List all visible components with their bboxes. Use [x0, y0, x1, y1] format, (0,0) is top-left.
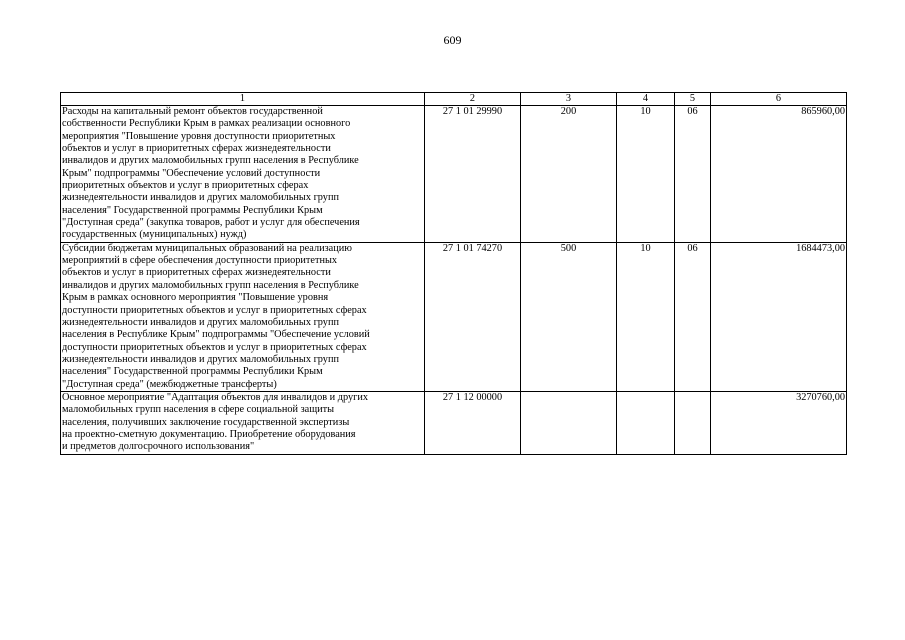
- column-header-5: 5: [675, 93, 711, 106]
- description-line: "Доступная среда" (закупка товаров, работ и услуг для обеспечения: [62, 217, 360, 229]
- row-col4: 10: [617, 242, 675, 391]
- description-line: объектов и услуг в приоритетных сферах жизнедеятельности: [62, 143, 331, 155]
- column-header-3: 3: [521, 93, 617, 106]
- description-line: жизнедеятельности инвалидов и других маломобильных групп: [62, 192, 339, 204]
- description-line: населения в Республике Крым" подпрограммы "Обеспечение условий: [62, 329, 370, 341]
- description-line: Крым" подпрограммы "Обеспечение условий доступности: [62, 167, 321, 179]
- page-number: 609: [443, 33, 462, 47]
- row-description: [61, 391, 425, 454]
- description-line: населения, получивших заключение государственной экспертизы: [62, 416, 350, 428]
- description-line: объектов и услуг в приоритетных сферах жизнедеятельности: [62, 267, 331, 279]
- row-amount: 1684473,00: [711, 242, 847, 391]
- row-col3: 500: [521, 242, 617, 391]
- description-line: жизнедеятельности инвалидов и других маломобильных групп: [62, 316, 339, 328]
- description-line: собственности Республики Крым в рамках реализации основного: [62, 118, 351, 130]
- row-col4: [617, 391, 675, 454]
- row-col5: [675, 391, 711, 454]
- description-line: жизнедеятельности инвалидов и других маломобильных групп: [62, 353, 339, 365]
- column-header-6: 6: [711, 93, 847, 106]
- row-amount: 3270760,00: [711, 391, 847, 454]
- row-col3: [521, 391, 617, 454]
- description-line: доступности приоритетных объектов и услуг в приоритетных сферах: [62, 341, 367, 353]
- budget-table: [60, 92, 847, 455]
- description-line: маломобильных групп населения в сфере социальной защиты: [62, 404, 335, 416]
- description-line: инвалидов и других маломобильных групп населения в Республике: [62, 279, 359, 291]
- row-col5: 06: [675, 242, 711, 391]
- description-line: мероприятий в сфере обеспечения доступности приоритетных: [62, 255, 338, 267]
- table-row: [61, 391, 847, 454]
- row-col5: 06: [675, 106, 711, 243]
- row-code: 27 1 12 00000: [425, 391, 521, 454]
- description-line: на проектно-сметную документацию. Приобретение оборудования: [62, 428, 356, 440]
- description-line: приоритетных объектов и услуг в приоритетных сферах: [62, 180, 309, 192]
- row-code: 27 1 01 74270: [425, 242, 521, 391]
- description-line: государственных (муниципальных) нужд): [62, 229, 247, 241]
- row-col3: 200: [521, 106, 617, 243]
- row-col4: 10: [617, 106, 675, 243]
- description-line: инвалидов и других маломобильных групп населения в Республике: [62, 155, 359, 167]
- description-line: Расходы на капитальный ремонт объектов государственной: [62, 106, 323, 117]
- column-header-1: 1: [61, 93, 425, 106]
- description-line: населения" Государственной программы Республики Крым: [62, 366, 323, 378]
- table-row: [61, 106, 847, 243]
- description-line: и предметов долгосрочного использования": [62, 441, 255, 453]
- description-line: Крым в рамках основного мероприятия "Повышение уровня: [62, 292, 329, 304]
- row-amount: 865960,00: [711, 106, 847, 243]
- row-description: [61, 242, 425, 391]
- description-line: населения" Государственной программы Республики Крым: [62, 204, 323, 216]
- description-line: Субсидии бюджетам муниципальных образований на реализацию: [62, 242, 352, 254]
- column-header-2: 2: [425, 93, 521, 106]
- row-code: 27 1 01 29990: [425, 106, 521, 243]
- description-line: доступности приоритетных объектов и услуг в приоритетных сферах: [62, 304, 367, 316]
- column-header-4: 4: [617, 93, 675, 106]
- table-row: [61, 242, 847, 391]
- description-line: Основное мероприятие "Адаптация объектов для инвалидов и других: [62, 391, 369, 403]
- description-line: мероприятия "Повышение уровня доступности приоритетных: [62, 130, 336, 142]
- description-line: "Доступная среда" (межбюджетные трансферты): [62, 378, 277, 390]
- row-description: [61, 106, 425, 243]
- table-header-row: [61, 93, 847, 106]
